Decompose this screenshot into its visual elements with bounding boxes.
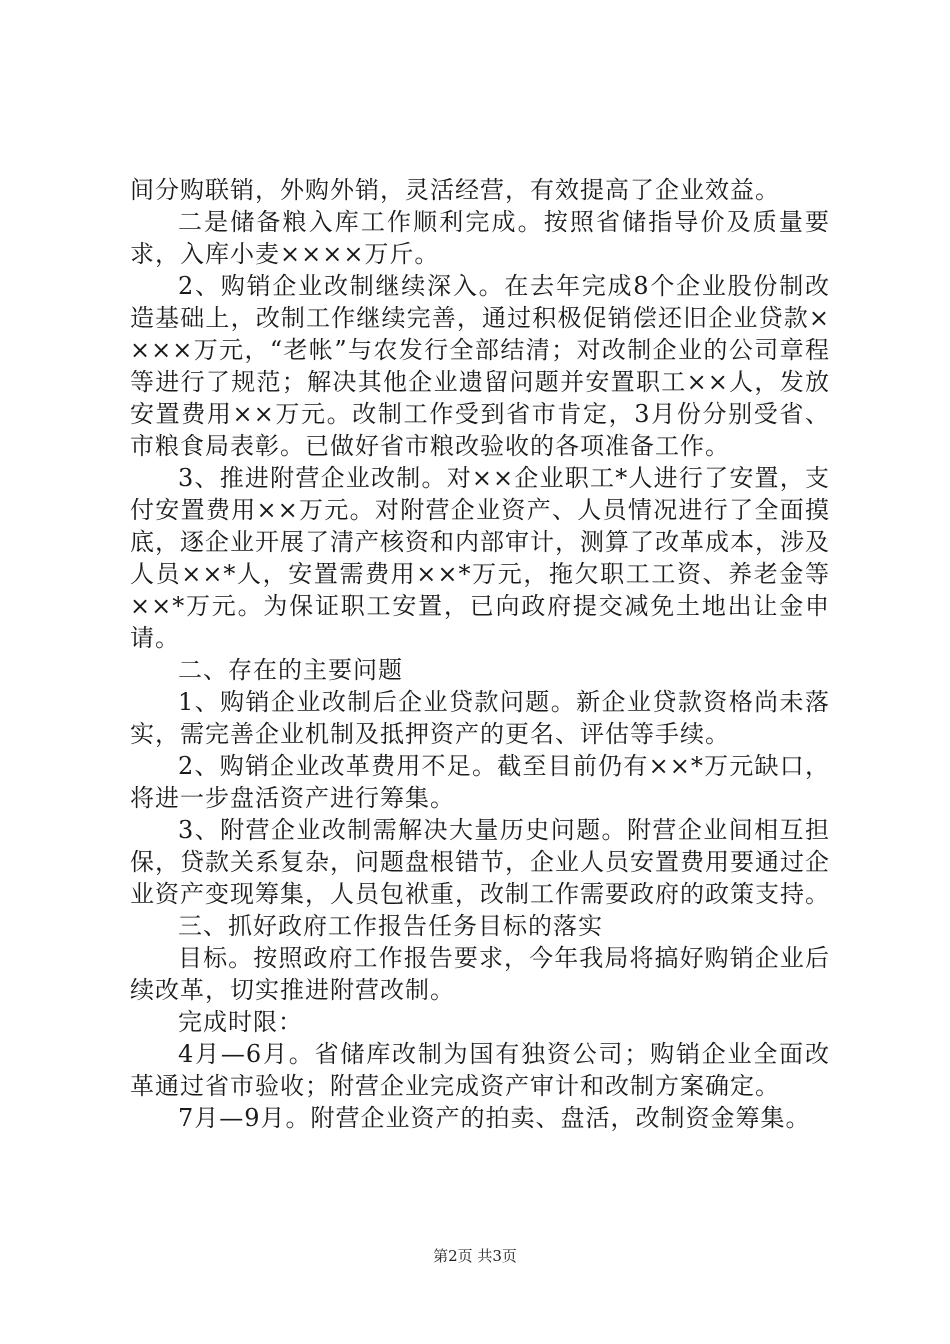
paragraph-12: 4月—6月。省储库改制为国有独资公司；购销企业全面改革通过省市验收；附营企业完成资产审计和改制方案确定。 bbox=[130, 1040, 830, 1100]
paragraph-13: 7月—9月。附营企业资产的拍卖、盘活，改制资金筹集。 bbox=[178, 1104, 811, 1132]
paragraph-11: 完成时限： bbox=[178, 1008, 303, 1036]
paragraph-3: 2、购销企业改制继续深入。在去年完成8个企业股份制改造基础上，改制工作继续完善，通过积极促销偿还旧企业贷款××××万元，“老帐”与农发行全部结清；对改制企业的公司章程等进行了规范；解决其他企业遗留问题并安置职工××人，发放安置费用××万元。改制工作受到省市肯定，3月份分别受省、市粮食局表彰。已做好省市粮改验收的各项准备工作。 bbox=[130, 272, 830, 460]
paragraph-2: 二是储备粮入库工作顺利完成。按照省储指导价及质量要求，入库小麦××××万斤。 bbox=[130, 208, 830, 268]
paragraph-6: 1、购销企业改制后企业贷款问题。新企业贷款资格尚未落实，需完善企业机制及抵押资产的更名、评估等手续。 bbox=[130, 688, 830, 748]
paragraph-4: 3、推进附营企业改制。对××企业职工*人进行了安置，支付安置费用××万元。对附营企业资产、人员情况进行了全面摸底，逐企业开展了清产核资和内部审计，测算了改革成本，涉及人员××*人，安置需费用××*万元，拖欠职工工资、养老金等××*万元。为保证职工安置，已向政府提交减免土地出让金申请。 bbox=[130, 464, 830, 652]
paragraph-10: 目标。按照政府工作报告要求，今年我局将搞好购销企业后续改革，切实推进附营改制。 bbox=[130, 944, 830, 1004]
document-body bbox=[130, 174, 830, 1134]
paragraph-1: 间分购联销，外购外销，灵活经营，有效提高了企业效益。 bbox=[130, 176, 780, 204]
paragraph-7: 2、购销企业改革费用不足。截至目前仍有××*万元缺口，将进一步盘活资产进行筹集。 bbox=[130, 752, 830, 812]
section-heading-targets: 三、抓好政府工作报告任务目标的落实 bbox=[178, 912, 603, 940]
page-number-footer: 第2页 共3页 bbox=[433, 1247, 517, 1265]
section-heading-problems: 二、存在的主要问题 bbox=[178, 656, 403, 684]
paragraph-8: 3、附营企业改制需解决大量历史问题。附营企业间相互担保，贷款关系复杂，问题盘根错节，企业人员安置费用要通过企业资产变现筹集，人员包袱重，改制工作需要政府的政策支持。 bbox=[130, 816, 830, 908]
